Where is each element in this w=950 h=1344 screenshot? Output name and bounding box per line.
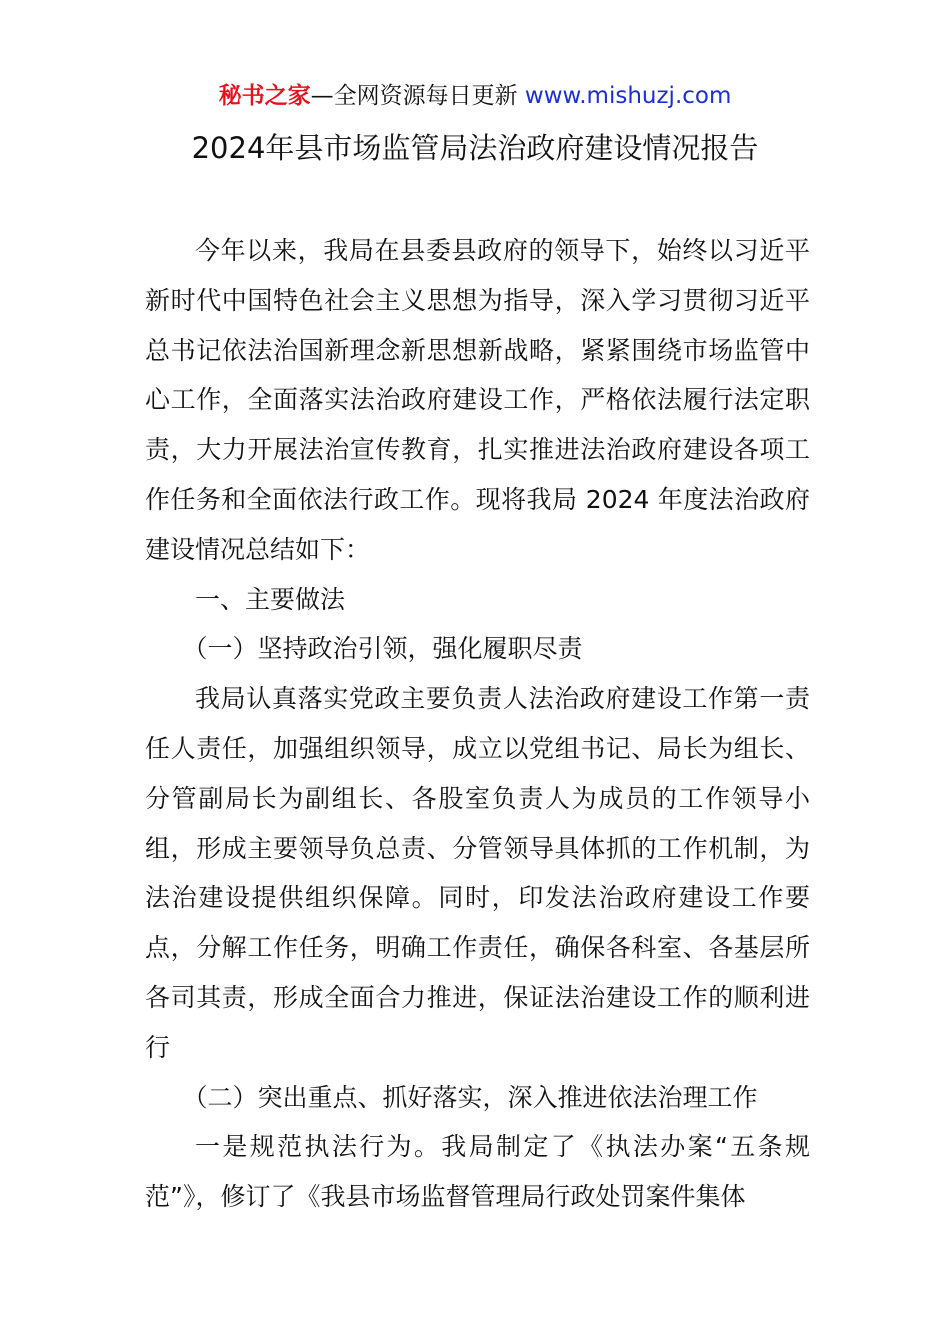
document-title: 2024年县市场监管局法治政府建设情况报告 (191, 131, 759, 165)
intro-paragraph: 今年以来，我局在县委县政府的领导下，始终以习近平新时代中国特色社会主义思想为指导，深入学习贯彻习近平总书记依法治国新理念新思想新战略，紧紧围绕市场监管中心工作，全面落实法治政府建设工作，严格依法履行法定职责，大力开展法治宣传教育，扎实推进法治政府建设各项工作任务和全面依法行政工作。现将我局 2024 年度法治政府建设情况总结如下： (145, 236, 810, 564)
site-header (0, 80, 950, 112)
subsection-heading-2: （二）突出重点、抓好落实，深入推进依法治理工作 (182, 1082, 758, 1112)
header-tagline: —全网资源每日更新 (310, 83, 525, 109)
document-body (145, 226, 810, 1222)
section-heading-1: 一、主要做法 (195, 584, 346, 614)
subsection-1-paragraph: 我局认真落实党政主要负责人法治政府建设工作第一责任人责任，加强组织领导，成立以党组书记、局长为组长、分管副局长为副组长、各股室负责人为成员的工作领导小组，形成主要领导负总责、分管领导具体抓的工作机制，为法治建设提供组织保障。同时，印发法治政府建设工作要点，分解工作任务，明确工作责任，确保各科室、各基层所各司其责，形成全面合力推进，保证法治建设工作的顺利进行 (145, 684, 810, 1062)
subsection-2-paragraph: 一是规范执法行为。我局制定了《执法办案“五条规范”》，修订了《我县市场监督管理局行政处罚案件集体 (145, 1132, 810, 1212)
brand-name: 秘书之家 (218, 83, 311, 109)
site-url-link[interactable]: www.mishuzj.com (524, 83, 732, 109)
subsection-heading-1: （一）坚持政治引领，强化履职尽责 (182, 634, 583, 664)
